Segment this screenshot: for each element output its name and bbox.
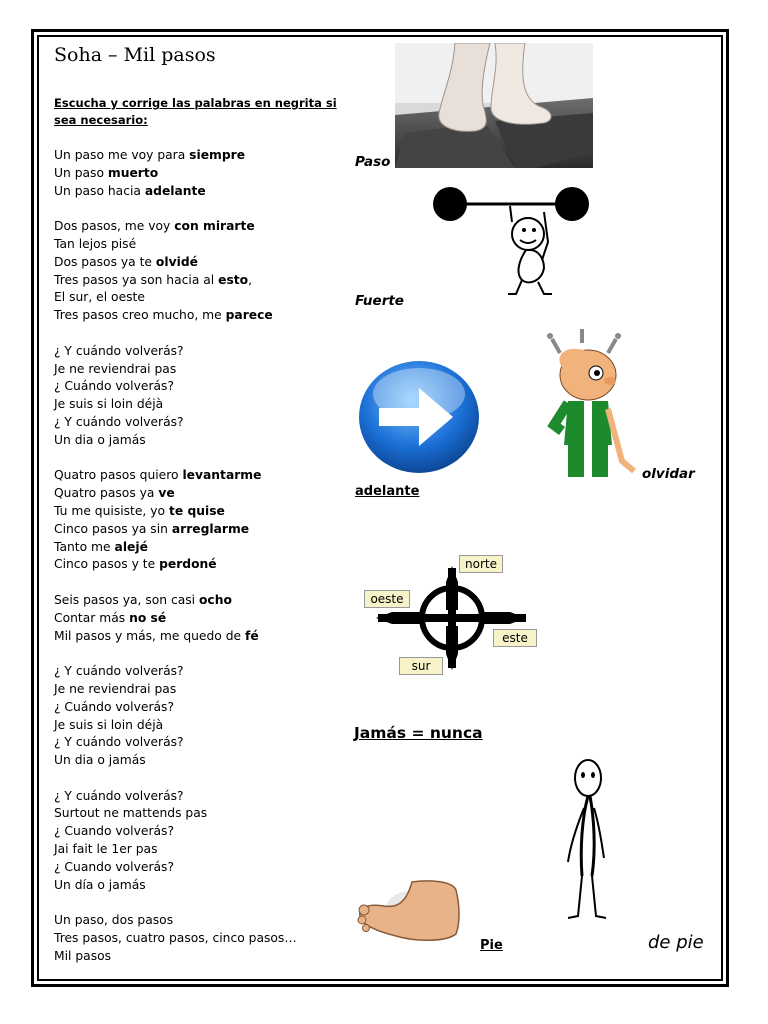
lyric-bold-word: muerto (107, 165, 159, 180)
lyric-text: ¿ Cuando volverás? (54, 824, 174, 839)
stanza-gap (54, 200, 354, 218)
lyric-line (54, 592, 354, 610)
lyric-bold-word: no sé (129, 610, 167, 625)
weightlifter-icon (430, 182, 592, 300)
lyric-text: Je ne reviendrai pas (54, 681, 177, 696)
lyric-line (54, 272, 354, 290)
lyric-text: Tanto me (54, 539, 115, 554)
lyric-line (54, 841, 354, 859)
lyric-line (54, 699, 354, 717)
compass-label-sur: sur (399, 657, 443, 675)
standing-figure-icon (556, 758, 620, 924)
lyric-text: ¿ Y cuándo volverás? (54, 788, 184, 803)
lyric-text: Tu me quisiste, yo (54, 503, 169, 518)
label-olvidar: olvidar (642, 466, 695, 482)
lyric-bold-word: parece (225, 308, 273, 323)
lyric-text: ¿ Y cuándo volverás? (54, 343, 184, 358)
compass-label-este: este (493, 629, 537, 647)
lyric-line (54, 912, 354, 930)
lyric-text: Dos pasos, me voy (54, 219, 175, 234)
label-paso: Paso (355, 154, 391, 170)
lyric-bold-word: alejé (114, 539, 148, 554)
lyric-text: Quatro pasos quiero (54, 468, 183, 483)
lyric-bold-word: te quise (168, 503, 225, 518)
confused-man-icon (538, 325, 638, 483)
lyric-line (54, 307, 354, 325)
lyric-text: Seis pasos ya, son casi (54, 592, 199, 607)
stanza-gap (54, 894, 354, 912)
foot-icon (356, 876, 466, 946)
lyric-line (54, 681, 354, 699)
lyric-line (54, 717, 354, 735)
lyric-line (54, 343, 354, 361)
lyric-line (54, 948, 354, 966)
lyric-text: Tres pasos creo mucho, me (54, 308, 226, 323)
lyric-line (54, 289, 354, 307)
stanza-gap (54, 325, 354, 343)
page-title: Soha – Mil pasos (54, 44, 216, 66)
lyric-line (54, 628, 354, 646)
lyric-text: Tres pasos, cuatro pasos, cinco pasos… (54, 931, 297, 946)
lyric-bold-word: con mirarte (174, 219, 255, 234)
lyric-bold-word: olvidé (155, 254, 198, 269)
lyric-line (54, 788, 354, 806)
stanza-gap (54, 645, 354, 663)
compass-label-oeste: oeste (364, 590, 410, 608)
lyric-text: Un dia o jamás (54, 432, 146, 447)
compass-label-norte: norte (459, 555, 503, 573)
lyric-line (54, 503, 354, 521)
lyric-line (54, 556, 354, 574)
label-jamas-nunca: Jamás = nunca (354, 724, 483, 742)
lyric-text: ¿ Cuándo volverás? (54, 379, 174, 394)
lyric-line (54, 734, 354, 752)
lyric-line (54, 432, 354, 450)
stanza-gap (54, 770, 354, 788)
lyric-bold-word: siempre (189, 148, 246, 162)
lyric-line (54, 361, 354, 379)
lyric-line (54, 218, 354, 236)
lyric-text: ¿ Cuando volverás? (54, 859, 174, 874)
label-fuerte: Fuerte (355, 293, 404, 309)
lyric-text: ¿ Y cuándo volverás? (54, 664, 184, 679)
lyrics-block (54, 147, 354, 966)
lyric-text: Un paso, dos pasos (54, 913, 174, 928)
lyric-line (54, 396, 354, 414)
lyric-line (54, 752, 354, 770)
lyric-text: Dos pasos ya te (54, 254, 156, 269)
lyric-text: Un día o jamás (54, 877, 146, 892)
lyric-line (54, 539, 354, 557)
lyric-line (54, 610, 354, 628)
lyric-text: Tan lejos pisé (54, 236, 137, 251)
lyric-bold-word: adelante (144, 183, 206, 198)
lyric-line (54, 823, 354, 841)
lyric-line (54, 805, 354, 823)
lyric-bold-word: levantarme (182, 468, 262, 483)
lyric-text: Je suis si loin déjà (54, 397, 164, 412)
lyric-text: Tres pasos ya son hacia al (54, 272, 219, 287)
lyric-line (54, 521, 354, 539)
lyric-text: Je suis si loin déjà (54, 717, 164, 732)
arrow-right-icon (357, 360, 481, 475)
lyric-text: Mil pasos (54, 948, 112, 963)
lyric-text: Un dia o jamás (54, 753, 146, 768)
lyric-text: Un paso (54, 165, 108, 180)
lyric-line (54, 467, 354, 485)
stanza-gap (54, 574, 354, 592)
lyric-text: ¿ Cuándo volverás? (54, 699, 174, 714)
lyric-text: Contar más (54, 610, 130, 625)
lyric-line (54, 254, 354, 272)
label-pie: Pie (480, 938, 503, 953)
lyric-line (54, 147, 354, 165)
lyric-bold-word: arreglarme (171, 521, 250, 536)
lyric-text: ¿ Y cuándo volverás? (54, 414, 184, 429)
lyric-text: Cinco pasos ya sin (54, 521, 172, 536)
lyric-bold-word: ve (158, 486, 175, 501)
lyric-bold-word: ocho (198, 592, 232, 607)
instructions: Escucha y corrige las palabras en negrita si sea necesario: (54, 96, 337, 127)
lyric-line (54, 859, 354, 877)
lyric-line (54, 165, 354, 183)
lyric-text: El sur, el oeste (54, 290, 145, 305)
lyric-text: Jai fait le 1er pas (54, 842, 158, 857)
lyric-line (54, 183, 354, 201)
bare-feet-photo (395, 43, 593, 168)
label-de-pie: de pie (648, 932, 704, 953)
lyric-line (54, 414, 354, 432)
lyric-text: ¿ Y cuándo volverás? (54, 735, 184, 750)
lyric-text: Surtout ne mattends pas (54, 806, 208, 821)
lyric-text: Un paso me voy para (54, 148, 190, 162)
lyric-line (54, 378, 354, 396)
lyric-bold-word: esto (218, 272, 249, 287)
compass-icon (360, 552, 542, 680)
lyric-text: Mil pasos y más, me quedo de (54, 628, 245, 643)
lyric-line (54, 930, 354, 948)
stanza-gap (54, 450, 354, 468)
lyric-bold-word: fé (245, 628, 259, 643)
lyric-text: Je ne reviendrai pas (54, 361, 177, 376)
lyric-text: Un paso hacia (54, 183, 145, 198)
lyric-text: Cinco pasos y te (54, 557, 160, 572)
lyric-line (54, 485, 354, 503)
label-adelante: adelante (355, 484, 420, 499)
lyric-bold-word: perdoné (159, 557, 217, 572)
lyric-text: Quatro pasos ya (54, 486, 159, 501)
lyric-line (54, 877, 354, 895)
lyric-line (54, 236, 354, 254)
lyric-text: , (248, 272, 253, 287)
lyric-line (54, 663, 354, 681)
